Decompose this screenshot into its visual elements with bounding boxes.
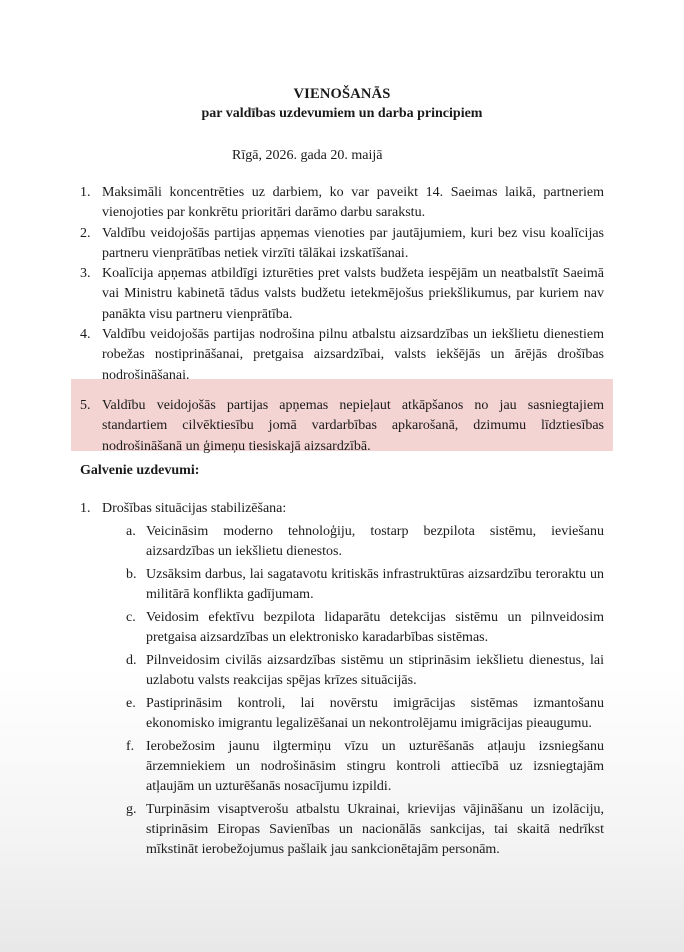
subtask-letter: c.	[126, 610, 136, 625]
subtask-text: Veidosim efektīvu bezpilota lidaparātu detekcijas sistēmu un pilnveidosim pretgaisa aizsardzības un elektronisko karadarbības sistēmas.	[146, 610, 604, 645]
subtask-item-d	[126, 651, 604, 691]
subtask-letter: d.	[126, 653, 137, 668]
intro-item-text: Valdību veidojošās partijas nodrošina pilnu atbalstu aizsardzības un iekšlietu dienestiem robežas nostiprināšanai, pretgaisa aizsardzībai, valsts iekšējās un ārējās drošības nodrošināšanai.	[102, 327, 604, 383]
subtask-item-e	[126, 694, 604, 734]
intro-item-number: 4.	[80, 327, 91, 343]
subtask-item-c	[126, 608, 604, 648]
subtask-text: Turpināsim visaptverošu atbalstu Ukrainai, krievijas vājināšanu un izolāciju, stiprināsim Eiropas Savienības un nacionālās sankcijas, tai skaitā nedrīkst mīkstināt ierobežojumus pašlaik jau sankcionētajām personām.	[146, 802, 604, 857]
intro-item-text: Maksimāli koncentrēties uz darbiem, ko var paveikt 14. Saeimas laikā, partneriem vienojoties par konkrētu prioritāri darāmo darbu sarakstu.	[102, 185, 604, 221]
subtask-text: Pilnveidosim civilās aizsardzības sistēmu un stiprināsim iekšlietu dienestus, lai uzlabotu valsts reakcijas spējas krīzes situācijās.	[146, 653, 604, 688]
subtask-text: Uzsāksim darbus, lai sagatavotu kritiskās infrastruktūras aizsardzību teroraktu un militārā konflikta gadījumam.	[146, 567, 604, 602]
subtask-list	[126, 522, 604, 863]
intro-item-text: Koalīcija apņemas atbildīgi izturēties pret valsts budžeta iespējām un neatbalstīt Saeimā vai Ministru kabinetā tādus valsts budžetu ietekmējošus priekšlikumus, par kuriem nav panākta visu partneru vienprātība.	[102, 266, 604, 322]
task-title: Drošības situācijas stabilizēšana:	[102, 501, 287, 516]
place-date: Rīgā, 2026. gada 20. maijā	[232, 148, 383, 163]
subtask-text: Veicināsim moderno tehnoloģiju, tostarp bezpilota sistēmu, ieviešanu aizsardzības un iekšlietu dienestos.	[146, 524, 604, 559]
subtask-letter: g.	[126, 802, 137, 817]
intro-list	[80, 183, 604, 457]
intro-item-number: 1.	[80, 185, 91, 200]
intro-item-text: Valdību veidojošās partijas apņemas vienoties par jautājumiem, kuri bez visu koalīcijas partneru vienprātības netiek virzīti tālākai izskatīšanai.	[102, 225, 604, 261]
intro-item-text: Valdību veidojošās partijas apņemas nepieļaut atkāpšanos no jau sasniegtajiem standartiem cilvēktiesību jomā vardarbības apkarošanā, dzimumu līdztiesības nodrošināšanā un ģimeņu tiesiskajā aizsardzībā.	[102, 397, 604, 454]
subtask-text: Ierobežosim jaunu ilgtermiņu vīzu un uzturēšanās atļauju izsniegšanu ārzemniekiem un nodrošināsim stingru kontroli attiecībā uz izsniegtajām atļaujām un uzturēšanās nosacījumu izpildi.	[146, 739, 604, 794]
subtask-letter: f.	[126, 739, 135, 754]
intro-item-5-highlighted	[80, 396, 604, 457]
document-title: VIENOŠANĀS	[293, 86, 391, 102]
intro-item-number: 2.	[80, 225, 91, 241]
intro-item-1	[80, 183, 604, 224]
subtask-item-a	[126, 522, 604, 562]
section-heading: Galvenie uzdevumi:	[80, 463, 200, 478]
intro-item-3	[80, 264, 604, 325]
subtask-item-g	[126, 800, 604, 860]
subtask-letter: b.	[126, 567, 137, 582]
task-number: 1.	[80, 501, 91, 516]
subtask-item-f	[126, 737, 604, 797]
subtask-letter: e.	[126, 696, 136, 711]
task-heading	[80, 501, 286, 517]
subtask-letter: a.	[126, 524, 136, 539]
intro-item-number: 5.	[80, 397, 91, 413]
intro-item-4	[80, 325, 604, 386]
document-subtitle: par valdības uzdevumiem un darba principiem	[201, 106, 483, 121]
subtask-item-b	[126, 565, 604, 605]
intro-item-number: 3.	[80, 266, 91, 282]
intro-item-2	[80, 224, 604, 265]
subtask-text: Pastiprināsim kontroli, lai novērstu imigrācijas sistēmas izmantošanu ekonomisko imigrantu legalizēšanai un nekontrolējamu imigrācijas pieaugumu.	[146, 696, 604, 731]
